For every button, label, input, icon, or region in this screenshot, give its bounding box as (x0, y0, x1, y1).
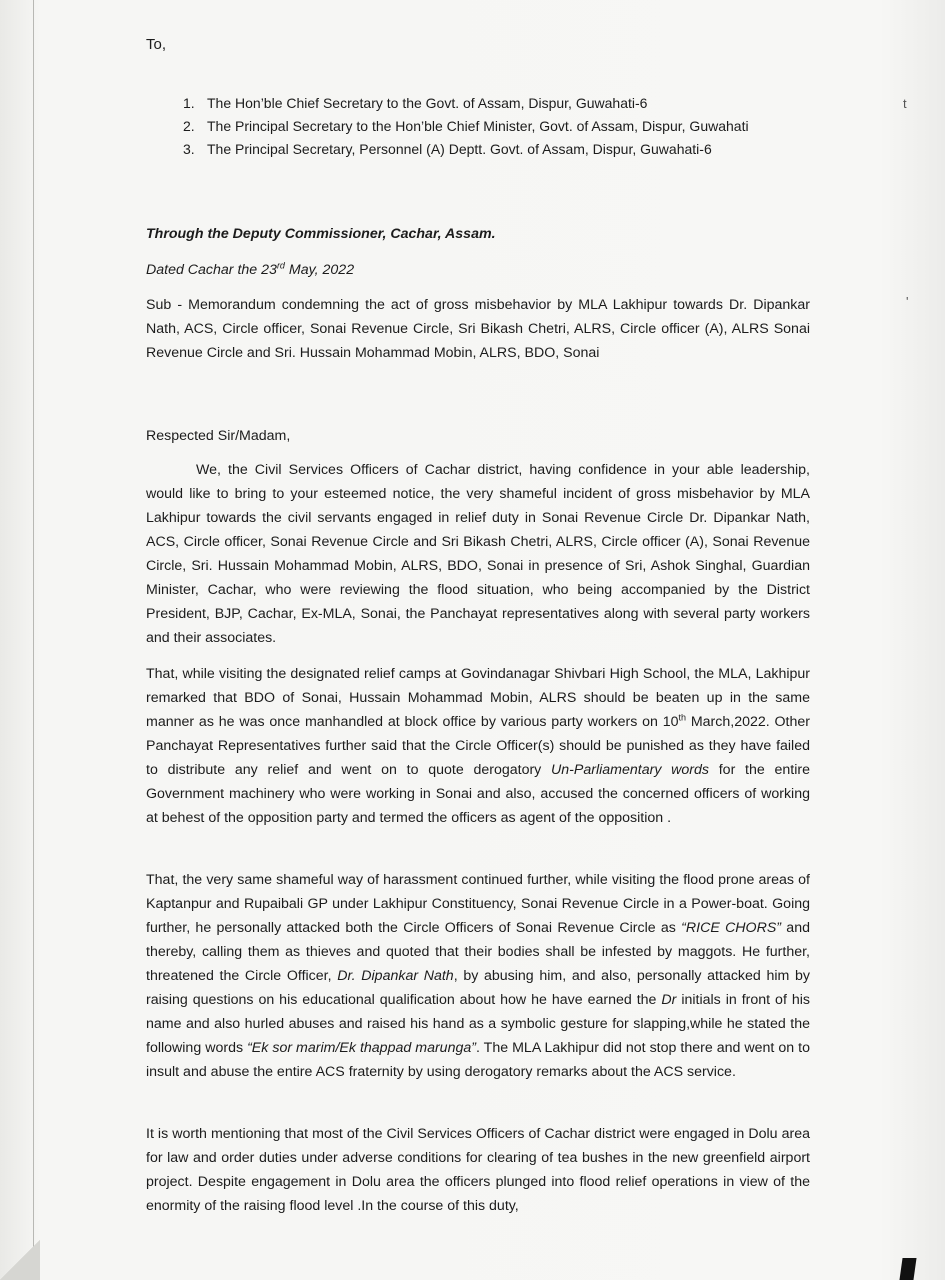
paragraph-2: That, while visiting the designated relief camps at Govindanagar Shivbari High School, the MLA, Lakhipur remarked that BDO of Sonai, Hussain Mohammad Mobin, ALRS should be beaten up in the same manner as he was once manhandled at block office by various party workers on 10th March,2022. Other Panchayat Representatives further said that the Circle Officer(s) should be punished as they have failed to distribute any relief and went on to quote derogatory Un-Parliamentary words for the entire Government machinery who were working in Sonai and also, accused the concerned officers of working at behest of the opposition party and termed the officers as agent of the opposition . (146, 666, 810, 826)
date-line: Dated Cachar the 23rd May, 2022 (146, 260, 355, 278)
subject-line: Sub - Memorandum condemning the act of gross misbehavior by MLA Lakhipur towards Dr. Dipankar Nath, ACS, Circle officer, Sonai Revenue Circle, Sri Bikash Chetri, ALRS, Circle officer (A), ALRS Sonai Revenue Circle and Sri. Hussain Mohammad Mobin, ALRS, BDO, Sonai (146, 297, 810, 361)
margin-mark: ' (906, 294, 909, 309)
paragraph-4: It is worth mentioning that most of the Civil Services Officers of Cachar district were engaged in Dolu area for law and order duties under adverse conditions for clearing of tea bushes in the new greenfield airport project. Despite engagement in Dolu area the officers plunged into flood relief operations in view of the enormity of the raising flood level .In the course of this duty, (146, 1126, 810, 1214)
margin-mark: t (903, 96, 907, 111)
through-line: Through the Deputy Commissioner, Cachar, Assam. (146, 226, 496, 242)
addressee-item: 2. The Principal Secretary to the Hon’ble Chief Minister, Govt. of Assam, Dispur, Guwahati (183, 118, 749, 134)
salutation-to: To, (146, 36, 167, 53)
paragraph-1: We, the Civil Services Officers of Cachar district, having confidence in your able leadership, would like to bring to your esteemed notice, the very shameful incident of gross misbehavior by MLA Lakhipur towards the civil servants engaged in relief duty in Sonai Revenue Circle Dr. Dipankar Nath, ACS, Circle officer, Sonai Revenue Circle and Sri Bikash Chetri, ALRS, Circle officer (A), Sonai Revenue Circle, Sri. Hussain Mohammad Mobin, ALRS, BDO, Sonai in presence of Sri, Ashok Singhal, Guardian Minister, Cachar, who were reviewing the flood situation, who being accompanied by the District President, BJP, Cachar, Ex-MLA, Sonai, the Panchayat representatives along with several party workers and their associates. (146, 462, 810, 646)
binding-edge (33, 0, 34, 1280)
addressee-item: 3. The Principal Secretary, Personnel (A) Deptt. Govt. of Assam, Dispur, Guwahati-6 (183, 141, 712, 157)
paragraph-3: That, the very same shameful way of harassment continued further, while visiting the flood prone areas of Kaptanpur and Rupaibali GP under Lakhipur Constituency, Sonai Revenue Circle in a Power-boat. Going further, he personally attacked both the Circle Officers of Sonai Revenue Circle as “RICE CHORS” and thereby, calling them as thieves and quoted that their bodies shall be infested by maggots. He further, threatened the Circle Officer, Dr. Dipankar Nath, by abusing him, and also, personally attacked him by raising questions on his educational qualification about how he have earned the Dr initials in front of his name and also hurled abuses and raised his hand as a symbolic gesture for slapping,while he stated the following words “Ek sor marim/Ek thappad marunga”. The MLA Lakhipur did not stop there and went on to insult and abuse the entire ACS fraternity by using derogatory remarks about the ACS service. (146, 872, 810, 1080)
addressee-item: 1. The Hon’ble Chief Secretary to the Govt. of Assam, Dispur, Guwahati-6 (183, 95, 648, 111)
page-corner-edge (899, 1258, 916, 1280)
page-corner-shadow (0, 1240, 40, 1280)
addressee-list (183, 92, 808, 161)
greeting: Respected Sir/Madam, (146, 428, 291, 444)
